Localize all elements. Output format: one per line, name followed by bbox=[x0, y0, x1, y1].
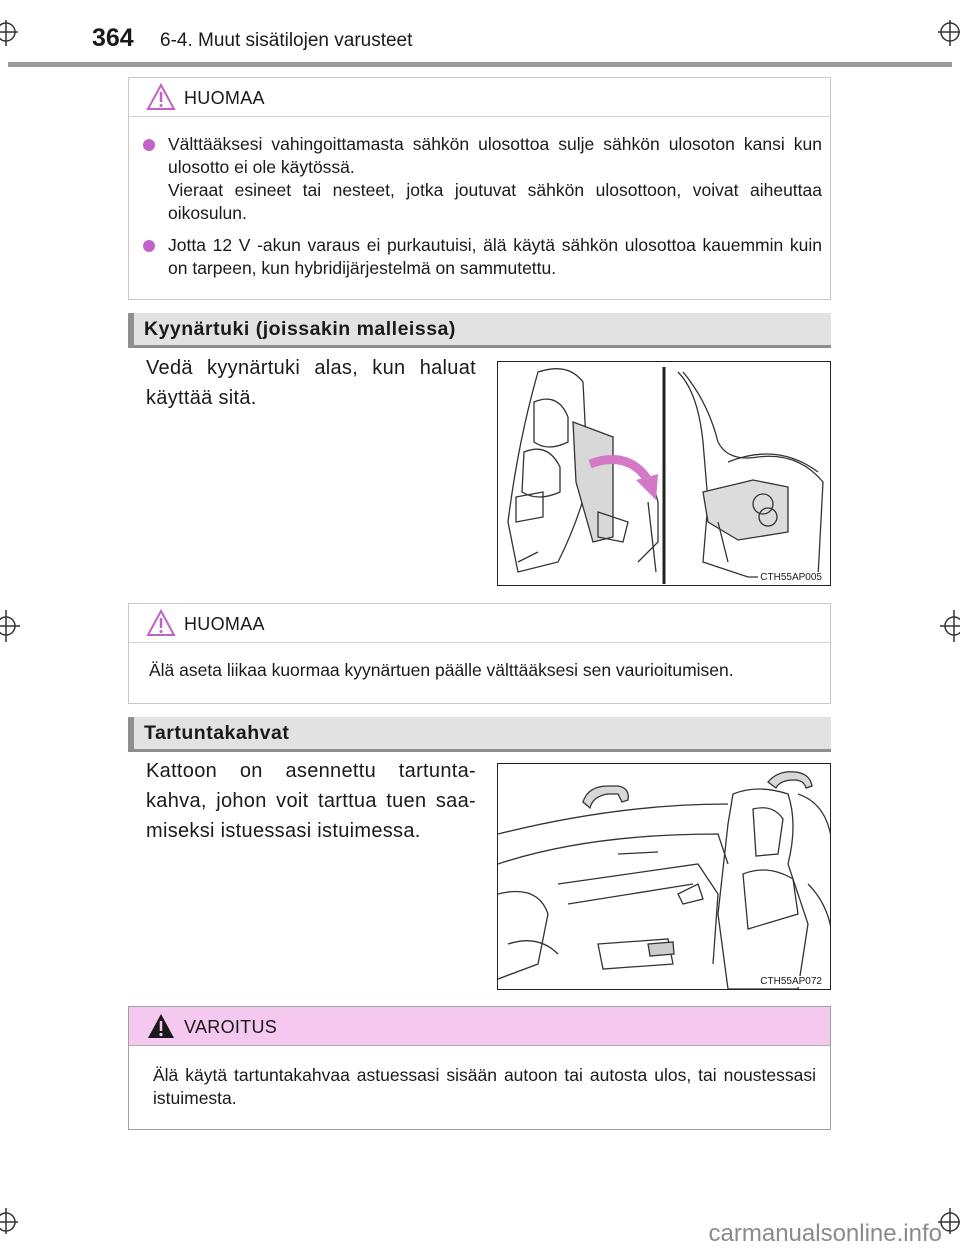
crop-mark-icon bbox=[0, 606, 26, 646]
grab-handle-illustration bbox=[497, 763, 831, 990]
figure-code: CTH55AP072 bbox=[760, 976, 822, 987]
warning-label: VAROITUS bbox=[184, 1017, 278, 1037]
list-item bbox=[143, 234, 822, 280]
notice-header bbox=[129, 78, 830, 117]
watermark: carmanualsonline.info bbox=[708, 1220, 942, 1247]
warning-text: Älä käytä tartuntakahvaa astuessasi sisään autoon tai autosta ulos, tai noustessasi istuimesta. bbox=[153, 1065, 816, 1108]
notice-header bbox=[129, 604, 830, 643]
crop-mark-icon bbox=[0, 6, 36, 46]
crop-mark-icon bbox=[926, 6, 960, 46]
caution-triangle-icon bbox=[146, 83, 176, 111]
grab-handle-text: Kattoon on asennettu tartunta-kahva, johon voit tarttua tuen saa-miseksi istuessasi istuimessa. bbox=[146, 760, 476, 842]
warning-triangle-icon bbox=[146, 1012, 176, 1040]
notice-text: Älä aseta liikaa kuormaa kyynärtuen päälle välttääksesi sen vaurioitumisen. bbox=[149, 660, 734, 680]
notice-text: Välttääksesi vahingoittamasta sähkön ulosottoa sulje sähkön ulosoton kansi kun ulosotto ei ole käytössä. bbox=[168, 134, 822, 177]
notice-box bbox=[128, 77, 831, 300]
figure-code: CTH55AP005 bbox=[760, 572, 822, 583]
notice-text: Jotta 12 V -akun varaus ei purkautuisi, älä käytä sähkön ulosottoa kauemmin kuin on tarpeen, kun hybridijärjestelmä on sammutettu. bbox=[168, 235, 822, 278]
bullet-icon bbox=[143, 139, 155, 151]
heading-text: Kyynärtuki (joissakin malleissa) bbox=[144, 318, 456, 340]
page-number: 364 bbox=[92, 24, 134, 52]
warning-header bbox=[129, 1007, 830, 1046]
grab-handle-drawing bbox=[498, 764, 831, 990]
header-rule bbox=[8, 62, 952, 67]
notice-text: Vieraat esineet tai nesteet, jotka joutuvat sähkön ulosottoon, voivat aiheuttaa oikosulun. bbox=[168, 180, 822, 223]
caution-triangle-icon bbox=[146, 609, 176, 637]
notice-box bbox=[128, 603, 831, 704]
armrest-text: Vedä kyynärtuki alas, kun haluat käyttää sitä. bbox=[146, 357, 476, 409]
armrest-drawing bbox=[498, 362, 831, 586]
warning-box bbox=[128, 1006, 831, 1130]
armrest-illustration bbox=[497, 361, 831, 586]
bullet-icon bbox=[143, 240, 155, 252]
notice-label: HUOMAA bbox=[184, 614, 265, 634]
crop-mark-icon bbox=[0, 1208, 36, 1248]
notice-label: HUOMAA bbox=[184, 88, 265, 108]
section-heading bbox=[128, 717, 831, 752]
crop-mark-icon bbox=[934, 606, 960, 646]
list-item bbox=[143, 133, 822, 225]
section-heading bbox=[128, 313, 831, 348]
section-title: 6-4. Muut sisätilojen varusteet bbox=[160, 30, 413, 51]
heading-text: Tartuntakahvat bbox=[144, 722, 290, 744]
